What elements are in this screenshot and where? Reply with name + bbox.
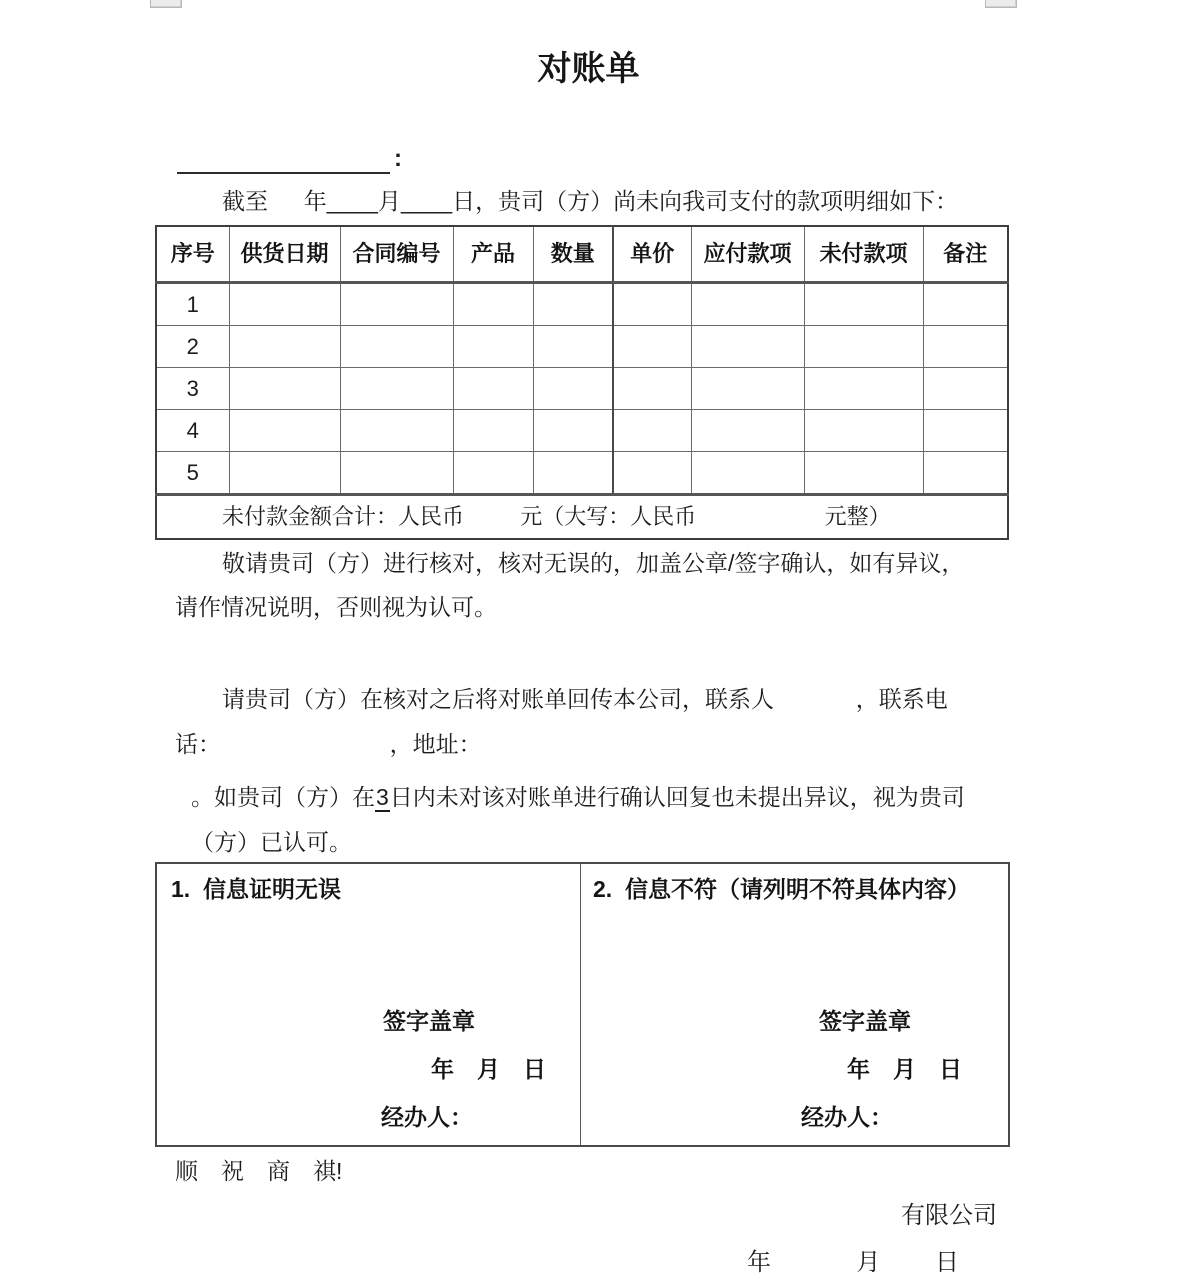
empty-cell [691,452,804,495]
confirm-option-mismatch-cell [581,864,1008,1145]
empty-cell [229,326,340,368]
empty-cell [691,410,804,452]
deadline-paragraph-line1 [191,782,965,812]
empty-cell [340,452,453,495]
table-total-row [156,495,1008,540]
confirm-option-mismatch-heading: 2. 信息不符（请列明不符具体内容） [593,876,970,902]
verify-paragraph-line2: 请作情况说明，否则视为认可。 [175,594,497,620]
column-header-contract-no: 合同编号 [340,226,453,283]
table-row [156,410,1008,452]
empty-cell [229,283,340,326]
empty-cell [533,326,613,368]
empty-cell [453,452,533,495]
empty-cell [804,283,923,326]
deadline-text-pre: 。如贵司（方）在 [191,784,375,810]
empty-cell [613,368,691,410]
salutation-colon: : [394,145,402,172]
column-header-payable: 应付款项 [691,226,804,283]
deadline-paragraph-line2: （方）已认可。 [191,829,352,855]
verify-paragraph-line1: 敬请贵司（方）进行核对，核对无误的，加盖公章/签字确认，如有异议， [222,550,965,576]
empty-cell [533,452,613,495]
page-title: 对账单 [537,50,640,88]
sign-date-label: 年 月 日 [847,1056,962,1082]
handler-label: 经办人： [801,1104,893,1130]
empty-cell [804,326,923,368]
empty-cell [340,326,453,368]
empty-cell [923,326,1008,368]
contact-paragraph-line1: 请贵司（方）在核对之后将对账单回传本公司，联系人 ，联系电 [222,686,948,712]
scan-artifact-left [150,0,182,8]
confirmation-box [155,862,1010,1147]
sign-stamp-label: 签字盖章 [819,1008,911,1034]
handler-label: 经办人： [381,1104,473,1130]
column-header-unit-price: 单价 [613,226,691,283]
empty-cell [533,283,613,326]
row-number-cell: 2 [156,326,229,368]
empty-cell [804,368,923,410]
empty-cell [533,368,613,410]
empty-cell [613,283,691,326]
row-number-cell: 5 [156,452,229,495]
empty-cell [340,283,453,326]
column-header-seq: 序号 [156,226,229,283]
deadline-days-number: 3 [376,784,389,810]
column-header-unpaid: 未付款项 [804,226,923,283]
empty-cell [691,283,804,326]
empty-cell [229,368,340,410]
signature-date-line: 年 月 日 [747,1249,960,1276]
deadline-text-post: 日内未对该对账单进行确认回复也未提出异议，视为贵司 [389,784,965,810]
table-row [156,326,1008,368]
empty-cell [453,283,533,326]
table-row [156,452,1008,495]
column-header-remarks: 备注 [923,226,1008,283]
empty-cell [453,326,533,368]
empty-cell [613,452,691,495]
table-row [156,368,1008,410]
contact-paragraph-line2: 话： ，地址： [175,731,482,757]
empty-cell [229,452,340,495]
empty-cell [691,368,804,410]
column-header-product: 产品 [453,226,533,283]
closing-wishes-line: 顺 祝 商 祺! [175,1158,343,1184]
row-number-cell: 1 [156,283,229,326]
empty-cell [453,410,533,452]
company-suffix-line: 有限公司 [901,1202,997,1229]
empty-cell [340,410,453,452]
empty-cell [453,368,533,410]
salutation-blank-underline [177,147,390,174]
empty-cell [923,368,1008,410]
empty-cell [533,410,613,452]
confirm-option-correct-heading: 1. 信息证明无误 [171,876,341,902]
salutation-line [177,143,402,175]
empty-cell [691,326,804,368]
sign-stamp-label: 签字盖章 [383,1008,475,1034]
intro-line: 截至 年____月____日，贵司（方）尚未向我司支付的款项明细如下： [222,188,959,214]
empty-cell [804,410,923,452]
row-number-cell: 4 [156,410,229,452]
sign-date-label: 年 月 日 [431,1056,546,1082]
column-header-supply-date: 供货日期 [229,226,340,283]
table-row [156,283,1008,326]
scan-artifact-right [985,0,1017,8]
unpaid-total-line: 未付款金额合计：人民币 元（大写：人民币 元整） [156,495,1008,540]
empty-cell [804,452,923,495]
row-number-cell: 3 [156,368,229,410]
empty-cell [229,410,340,452]
empty-cell [923,452,1008,495]
table-header-row [156,226,1008,283]
payables-table [155,225,1009,540]
empty-cell [923,410,1008,452]
empty-cell [340,368,453,410]
empty-cell [613,326,691,368]
column-header-quantity: 数量 [533,226,613,283]
empty-cell [613,410,691,452]
empty-cell [923,283,1008,326]
confirm-option-correct-cell [157,864,581,1145]
